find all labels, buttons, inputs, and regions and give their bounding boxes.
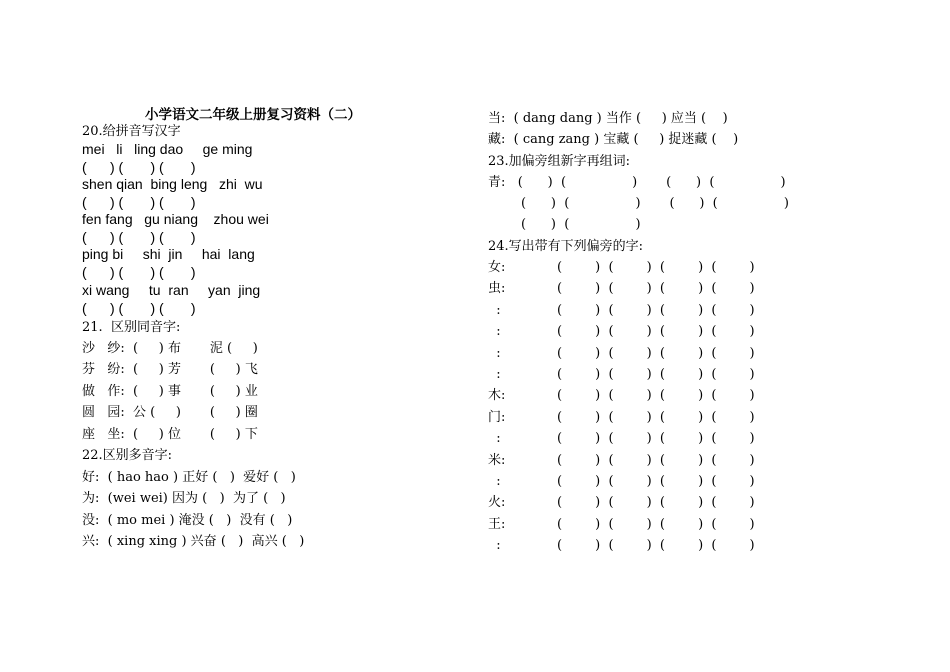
radical-label: :: [488, 367, 501, 382]
answer-blanks: ( ) ( ) ( ) ( ): [557, 388, 755, 404]
pinyin-row-1: mei li ling dao ge ming: [82, 141, 253, 157]
answer-blanks: ( ) ( ) ( ) ( ): [557, 367, 755, 382]
radical-label: :: [488, 302, 501, 318]
answer-blanks: ( ) ( ) ( ) ( ): [557, 302, 755, 318]
answer-blanks: ( ) ( ) ( ) ( ): [557, 474, 755, 489]
homophone-row: 沙 纱: ( ) 布 泥 ( ): [82, 341, 258, 356]
answer-blanks-row-2: ( ) ( ) ( ): [82, 194, 196, 210]
radical-word-row: 青: ( ) ( ) ( ) ( ): [488, 175, 786, 190]
answer-blanks-row-5: ( ) ( ) ( ): [82, 300, 196, 316]
answer-blanks: ( ) ( ) ( ) ( ): [557, 324, 755, 340]
radical-label: :: [488, 538, 501, 554]
radical-word-row: ( ) ( ) ( ) ( ): [488, 196, 789, 211]
answer-blanks: ( ) ( ) ( ) ( ): [557, 495, 755, 511]
section-21-heading: 21. 区别同音字:: [82, 320, 181, 335]
radical-label: 火:: [488, 495, 506, 511]
radical-label: :: [488, 345, 501, 361]
page-title: 小学语文二年级上册复习资料（二）: [145, 107, 361, 123]
radical-label: :: [488, 474, 501, 489]
radical-label: 女:: [488, 260, 506, 275]
radical-label: 王:: [488, 516, 506, 532]
answer-blanks: ( ) ( ) ( ) ( ): [557, 345, 755, 361]
answer-blanks: ( ) ( ) ( ) ( ): [557, 260, 755, 275]
polyphone-row: 当: ( dang dang ) 当作 ( ) 应当 ( ): [488, 111, 728, 126]
radical-word-row: ( ) ( ): [488, 217, 641, 232]
answer-blanks: ( ) ( ) ( ) ( ): [557, 281, 755, 297]
answer-blanks: ( ) ( ) ( ) ( ): [557, 538, 755, 554]
answer-blanks: ( ) ( ) ( ) ( ): [557, 431, 755, 447]
section-20-heading: 20.给拼音写汉字: [82, 124, 181, 139]
answer-blanks-row-3: ( ) ( ) ( ): [82, 229, 196, 245]
answer-blanks: ( ) ( ) ( ) ( ): [557, 516, 755, 532]
answer-blanks-row-1: ( ) ( ) ( ): [82, 159, 196, 175]
radical-label: 米:: [488, 452, 506, 468]
section-22-heading: 22.区别多音字:: [82, 448, 173, 463]
polyphone-row: 藏: ( cang zang ) 宝藏 ( ) 捉迷藏 ( ): [488, 132, 739, 147]
answer-blanks: ( ) ( ) ( ) ( ): [557, 409, 755, 425]
section-24-heading: 24.写出带有下列偏旁的字:: [488, 239, 644, 254]
homophone-row: 芬 纷: ( ) 芳 ( ) 飞: [82, 362, 258, 377]
polyphone-row: 兴: ( xing xing ) 兴奋 ( ) 高兴 ( ): [82, 534, 305, 549]
radical-label: 虫:: [488, 281, 506, 297]
homophone-row: 做 作: ( ) 事 ( ) 业: [82, 384, 258, 399]
pinyin-row-3: fen fang gu niang zhou wei: [82, 211, 269, 227]
homophone-row: 座 坐: ( ) 位 ( ) 下: [82, 427, 258, 442]
radical-label: :: [488, 431, 501, 447]
answer-blanks: ( ) ( ) ( ) ( ): [557, 452, 755, 468]
section-23-heading: 23.加偏旁组新字再组词:: [488, 154, 631, 169]
polyphone-row: 为: (wei wei) 因为 ( ) 为了 ( ): [82, 491, 286, 506]
answer-blanks-row-4: ( ) ( ) ( ): [82, 264, 196, 280]
pinyin-row-2: shen qian bing leng zhi wu: [82, 176, 263, 192]
radical-label: 门:: [488, 409, 506, 425]
radical-label: :: [488, 324, 501, 340]
polyphone-row: 好: ( hao hao ) 正好 ( ) 爱好 ( ): [82, 470, 296, 485]
pinyin-row-5: xi wang tu ran yan jing: [82, 282, 261, 298]
homophone-row: 圆 园: 公 ( ) ( ) 圈: [82, 405, 258, 420]
radical-label: 木:: [488, 388, 506, 404]
pinyin-row-4: ping bi shi jin hai lang: [82, 246, 255, 262]
polyphone-row: 没: ( mo mei ) 淹没 ( ) 没有 ( ): [82, 513, 293, 528]
